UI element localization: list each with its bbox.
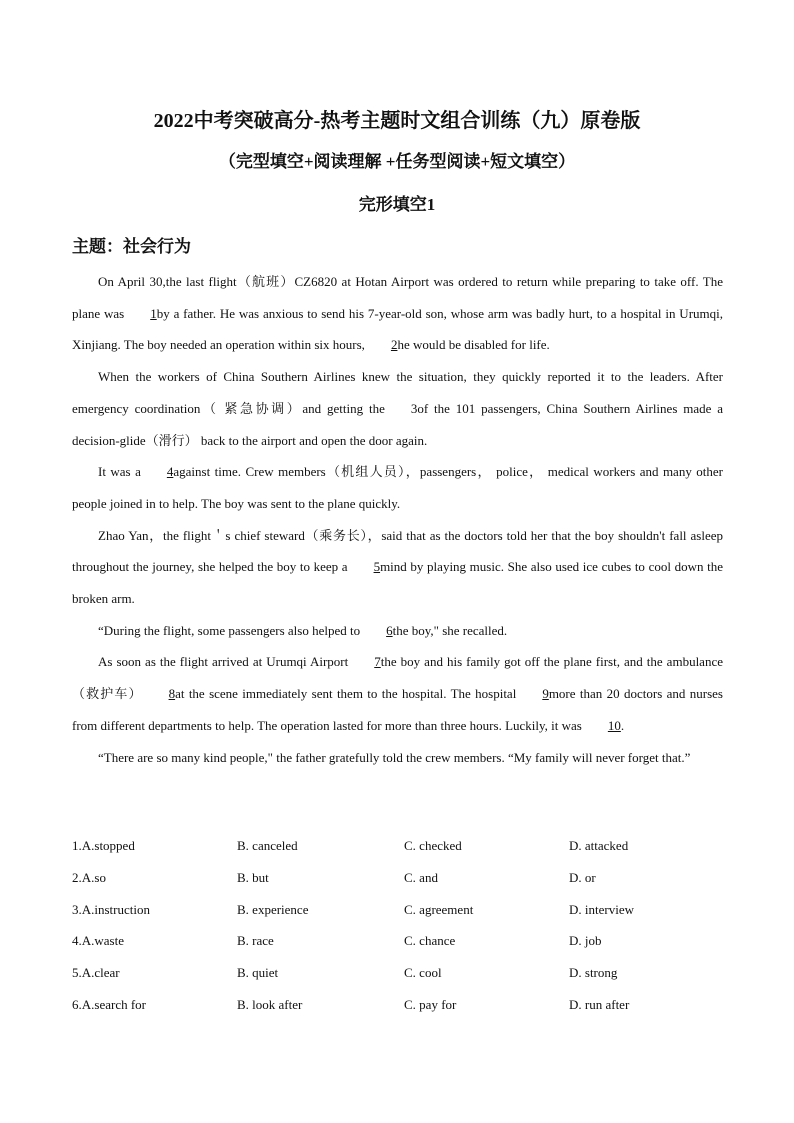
option-c: C. checked: [404, 838, 462, 853]
option-b: B. quiet: [237, 965, 279, 981]
text-segment: he would be disabled for life.: [397, 337, 550, 353]
option-b: B. but: [237, 869, 269, 885]
blank-2: 2: [390, 337, 398, 353]
option-b: B. canceled: [237, 838, 298, 853]
text-segment: When the workers of China Southern Airlines knew the situation, they quickly reported it to the leaders. After emergency coordination（ 紧急协调）and getting the: [72, 369, 723, 416]
option-d: D. run after: [569, 996, 630, 1012]
option-a: 4.A.waste: [72, 933, 124, 949]
option-c: C. agreement: [404, 901, 474, 917]
text-segment: .: [620, 717, 625, 733]
option-b: B. experience: [237, 901, 309, 917]
blank-4: 4: [166, 464, 174, 480]
option-b: B. look after: [237, 996, 303, 1012]
blank-3: 3: [410, 400, 418, 416]
option-a: 6.A.search for: [72, 996, 146, 1012]
paragraph-2: [72, 361, 723, 456]
option-row-4: [72, 933, 732, 965]
blank-10: 10: [607, 717, 621, 733]
blank-8: 8: [168, 686, 176, 702]
paragraph-4: [72, 520, 723, 615]
text-segment: On April 30,the last flight（航班）CZ6820 at Hotan Airport was ordered to return while preparing to take off. The plane was: [72, 274, 723, 321]
text-segment: the boy," she recalled.: [392, 622, 508, 638]
blank-1: 1: [150, 305, 157, 321]
text-segment: more than 20 doctors and nurses from different departments to help. The operation lasted for more than three hours. Luckily, it was: [72, 686, 723, 733]
option-b: B. race: [237, 933, 274, 949]
option-a: 1.A.stopped: [72, 838, 135, 853]
option-d: D. strong: [569, 965, 618, 981]
option-row-2: [72, 870, 732, 902]
option-d: D. attacked: [569, 838, 629, 853]
blank-6: 6: [386, 622, 393, 638]
document-title: 2022中考突破高分-热考主题时文组合训练（九）原卷版: [153, 110, 641, 132]
text-segment: As soon as the flight arrived at Urumqi Airport: [98, 654, 349, 670]
section-heading: 完形填空1: [358, 195, 436, 214]
option-c: C. cool: [404, 965, 442, 981]
option-row-6: [72, 997, 732, 1029]
text-segment: at the scene immediately sent them to the hospital. The hospital: [175, 686, 517, 702]
option-row-5: [72, 965, 732, 997]
text-segment: It was a: [98, 464, 141, 480]
paragraph-3: [72, 456, 723, 519]
option-a: 3.A.instruction: [72, 901, 150, 917]
option-c: C. chance: [404, 933, 456, 949]
option-row-1: [72, 838, 732, 870]
document-subtitle: （完型填空+阅读理解 +任务型阅读+短文填空）: [218, 152, 576, 171]
option-d: D. job: [569, 933, 602, 949]
blank-7: 7: [374, 654, 381, 670]
cloze-passage: [72, 266, 723, 773]
text-segment: Zhao Yan，the flight＇s chief steward（乘务长），said that as the doctors told her that the boy shouldn't fall asleep throughout the journey, she helped the boy to keep a: [72, 527, 723, 575]
paragraph-1: [72, 266, 723, 361]
text-segment: mind by playing music. She also used ice cubes to cool down the broken arm.: [72, 559, 723, 607]
paragraph-5: [72, 615, 723, 647]
option-a: 2.A.so: [72, 869, 106, 885]
option-c: C. pay for: [404, 996, 457, 1012]
option-d: D. interview: [569, 901, 634, 917]
text-segment: by a father. He was anxious to send his 7-year-old son, whose arm was badly hurt, to a hospital in Urumqi, Xinjiang. The boy needed an operation within six hours,: [72, 305, 723, 353]
answer-options: [72, 838, 732, 1029]
text-segment: the boy and his family got off the plane first, and the ambulance（救护车）: [72, 654, 723, 702]
paragraph-6: [72, 646, 723, 741]
text-segment: against time. Crew members（机组人员），passengers， police， medical workers and many other people joined in to help. The boy was sent to the plane quickly.: [72, 464, 723, 511]
text-segment: of the 101 passengers, China Southern Airlines made a decision-glide（滑行） back to the airport and open the door again.: [72, 400, 723, 448]
option-d: D. or: [569, 869, 596, 885]
blank-5: 5: [373, 559, 381, 575]
option-c: C. and: [404, 869, 438, 885]
option-a: 5.A.clear: [72, 965, 120, 981]
topic-heading: 主题：社会行为: [72, 237, 191, 256]
option-row-3: [72, 902, 732, 934]
text-segment: “During the flight, some passengers also helped to: [98, 622, 361, 638]
paragraph-7: “There are so many kind people," the father gratefully told the crew members. “My family will never forget that.”: [98, 749, 691, 765]
blank-9: 9: [542, 686, 549, 702]
